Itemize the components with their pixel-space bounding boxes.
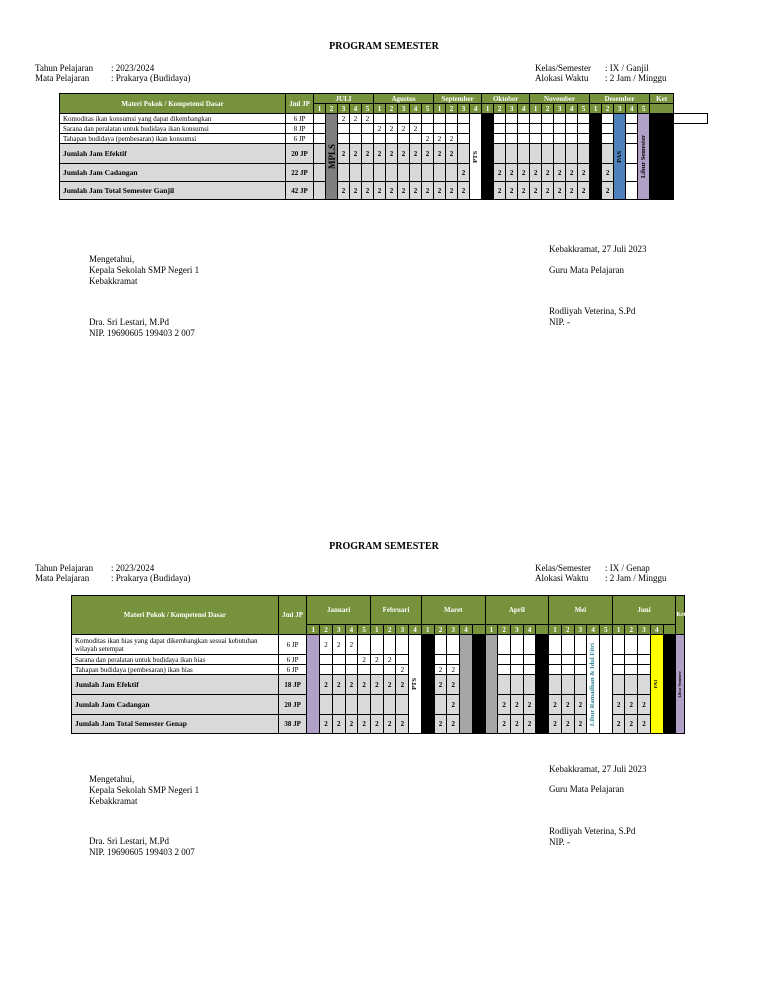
table-row: Jumlah Jam Total Semester Genap 38 JP 2 2 2 2 2 2 2 2 2 2 2 2 2 2 2 2 2 2 <box>72 715 685 734</box>
kepsek-nip: NIP. 19690605 199403 2 007 <box>89 847 195 857</box>
kelas-value: : IX / Ganjil <box>605 63 649 73</box>
week-row: 1 2 3 4 5 1 2 3 4 1 2 3 4 1 2 3 4 1 2 3 4 5 1 2 3 4 <box>72 625 685 635</box>
table-row: Jumlah Jam Total Semester Ganjil 42 JP 2 2 2 2 2 2 2 2 2 2 2 2 2 2 2 2 2 2 2 2 <box>60 182 708 200</box>
mapel-label: Mata Pelajaran <box>35 573 90 583</box>
table-row: Jumlah Jam Cadangan 20 JP 2 2 2 2 2 2 2 2 2 2 <box>72 695 685 715</box>
jp-cell: 42 JP <box>286 182 314 200</box>
pat-label: PAT <box>653 679 659 689</box>
jp-cell: 8 JP <box>286 124 314 134</box>
table-row: Sarana dan peralatan untuk budidaya ikan hias 6 JP 2 2 2 <box>72 655 685 665</box>
libur-smt-label: Libur Semester <box>677 670 683 698</box>
pts-label: PTS <box>471 150 479 163</box>
sign-kepsek-ganjil <box>89 317 195 339</box>
month-header: Mei <box>549 596 613 625</box>
jp-cell: 20 JP <box>286 144 314 164</box>
guru-role: Guru Mata Pelajaran <box>549 784 624 794</box>
kepsek-nip: NIP. 19690605 199403 2 007 <box>89 328 195 338</box>
jp-cell: 20 JP <box>278 695 307 715</box>
table-row: Tahapan budidaya (pembesaran) ikan hias 6 JP 2 2 2 <box>72 665 685 675</box>
schedule-table-ganjil <box>59 93 708 200</box>
meta-right-ganjil <box>535 63 667 83</box>
schedule-table-genap <box>71 595 685 734</box>
jp-cell: 6 JP <box>278 655 307 665</box>
tahun-label: Tahun Pelajaran <box>35 63 94 73</box>
sign-kepsek-genap <box>89 836 195 858</box>
month-header: April <box>485 596 549 625</box>
pts-label: PTS <box>411 678 419 690</box>
guru-name: Rodliyah Veterina, S.Pd <box>549 826 636 836</box>
materi-cell: Sarana dan peralatan untuk budidaya ikan hias <box>72 655 279 665</box>
materi-cell: Jumlah Jam Cadangan <box>72 695 279 715</box>
materi-cell: Jumlah Jam Cadangan <box>60 164 286 182</box>
alokasi-value: : 2 Jam / Minggu <box>605 573 667 583</box>
jp-cell: 38 JP <box>278 715 307 734</box>
month-header: November <box>530 94 590 104</box>
tahun-value: : 2023/2024 <box>111 63 155 73</box>
table-row: Jumlah Jam Efektif 18 JP 2 2 2 2 2 2 2 2 2 <box>72 675 685 695</box>
header-jml: Jml JP <box>286 94 314 114</box>
jp-cell: 6 JP <box>278 635 307 655</box>
week-row: 1 2 3 4 5 1 2 3 4 5 1 2 3 4 1 2 3 4 1 2 3 4 5 1 2 3 4 5 <box>60 104 708 114</box>
sign-left-genap <box>89 774 199 807</box>
header-ket: Ket <box>676 596 685 635</box>
materi-cell: Tahapan budidaya (pembesaran) ikan hias <box>72 665 279 675</box>
guru-role: Guru Mata Pelajaran <box>549 265 624 275</box>
alokasi-label: Alokasi Waktu <box>535 573 589 583</box>
jp-cell: 6 JP <box>286 114 314 124</box>
materi-cell: Tahapan budidaya (pembesaran) ikan konsumsi <box>60 134 286 144</box>
jp-cell: 22 JP <box>286 164 314 182</box>
mpls-label: MPLS <box>326 143 337 169</box>
materi-cell: Jumlah Jam Efektif <box>60 144 286 164</box>
kepsek-role: Kepala Sekolah SMP Negeri 1 <box>89 785 200 795</box>
kelas-label: Kelas/Semester <box>535 563 591 573</box>
materi-cell: Sarana dan peralatan untuk budidaya ikan konsumsi <box>60 124 286 134</box>
table-row: Sarana dan peralatan untuk budidaya ikan konsumsi 8 JP 2 2 2 2 <box>60 124 708 134</box>
month-header: Oktober <box>482 94 530 104</box>
meta-right-genap <box>535 563 667 583</box>
materi-cell: Komoditas ikan konsumsi yang dapat dikembangkan <box>60 114 286 124</box>
guru-nip: NIP. - <box>549 837 571 847</box>
sign-right-genap <box>549 826 635 848</box>
mengetahui-text: Mengetahui, <box>89 774 135 784</box>
guru-nip: NIP. - <box>549 317 571 327</box>
jp-cell: 6 JP <box>278 665 307 675</box>
month-header: Maret <box>421 596 485 625</box>
sign-left-ganjil <box>89 254 199 287</box>
header-jml: Jml JP <box>278 596 307 635</box>
month-header: Desember <box>590 94 650 104</box>
tahun-label: Tahun Pelajaran <box>35 563 94 573</box>
month-header: Februari <box>371 596 422 625</box>
kepsek-place: Kebakkramat <box>89 276 138 286</box>
kepsek-name: Dra. Sri Lestari, M.Pd <box>89 317 169 327</box>
header-materi: Materi Pokok / Kompetensi Dasar <box>60 94 286 114</box>
kelas-label: Kelas/Semester <box>535 63 591 73</box>
kepsek-place: Kebakkramat <box>89 796 138 806</box>
alokasi-label: Alokasi Waktu <box>535 73 589 83</box>
sign-date-ganjil: Kebakkramat, 27 Juli 2023 <box>549 244 647 254</box>
page-title-ganjil: PROGRAM SEMESTER <box>329 41 439 52</box>
meta-left-ganjil <box>35 63 190 83</box>
table-row: Tahapan budidaya (pembesaran) ikan konsumsi 6 JP 2 2 2 <box>60 134 708 144</box>
jp-cell: 18 JP <box>278 675 307 695</box>
libur-lebaran-label: Libur Ramadhan & Idul Fitri <box>589 642 597 726</box>
page-title-genap: PROGRAM SEMESTER <box>329 541 439 552</box>
materi-cell: Jumlah Jam Total Semester Ganjil <box>60 182 286 200</box>
month-header: Juni <box>612 596 676 625</box>
mengetahui-text: Mengetahui, <box>89 254 135 264</box>
month-header: September <box>434 94 482 104</box>
alokasi-value: : 2 Jam / Minggu <box>605 73 667 83</box>
pas-label: PAS <box>615 150 623 163</box>
month-header: JULI <box>314 94 374 104</box>
table-row: Jumlah Jam Cadangan 22 JP 2 2 2 2 2 2 2 2 2 2 <box>60 164 708 182</box>
materi-cell: Jumlah Jam Total Semester Genap <box>72 715 279 734</box>
libur-label: Libur Semester <box>639 134 647 179</box>
guru-name: Rodliyah Veterina, S.Pd <box>549 306 636 316</box>
kepsek-role: Kepala Sekolah SMP Negeri 1 <box>89 265 200 275</box>
mapel-value: : Prakarya (Budidaya) <box>111 73 191 83</box>
table-row: Jumlah Jam Efektif 20 JP 2 2 2 2 2 2 2 2 2 2 <box>60 144 708 164</box>
month-header: Agustus <box>374 94 434 104</box>
table-row: Komoditas ikan hias yang dapat dikembangkan sesuai kebutuhan wilayah setempat 6 JP 2 2 2 PTS Libur Ramadhan & Idul Fitri PAT Libur Semester <box>72 635 685 655</box>
sign-date-genap: Kebakkramat, 27 Juli 2023 <box>549 764 647 774</box>
mapel-value: : Prakarya (Budidaya) <box>111 573 191 583</box>
tahun-value: : 2023/2024 <box>111 563 155 573</box>
kepsek-name: Dra. Sri Lestari, M.Pd <box>89 836 169 846</box>
mapel-label: Mata Pelajaran <box>35 73 90 83</box>
sign-right-ganjil <box>549 306 635 328</box>
month-header: Januari <box>307 596 371 625</box>
meta-left-genap <box>35 563 190 583</box>
header-ket: Ket <box>650 94 674 104</box>
table-row: Komoditas ikan konsumsi yang dapat dikembangkan 6 JP MPLS 2 2 2 PTS PAS Libur Semester <box>60 114 708 124</box>
header-materi: Materi Pokok / Kompetensi Dasar <box>72 596 279 635</box>
materi-cell: Jumlah Jam Efektif <box>72 675 279 695</box>
materi-cell: Komoditas ikan hias yang dapat dikembangkan sesuai kebutuhan wilayah setempat <box>72 635 279 655</box>
jp-cell: 6 JP <box>286 134 314 144</box>
kelas-value: : IX / Genap <box>605 563 650 573</box>
